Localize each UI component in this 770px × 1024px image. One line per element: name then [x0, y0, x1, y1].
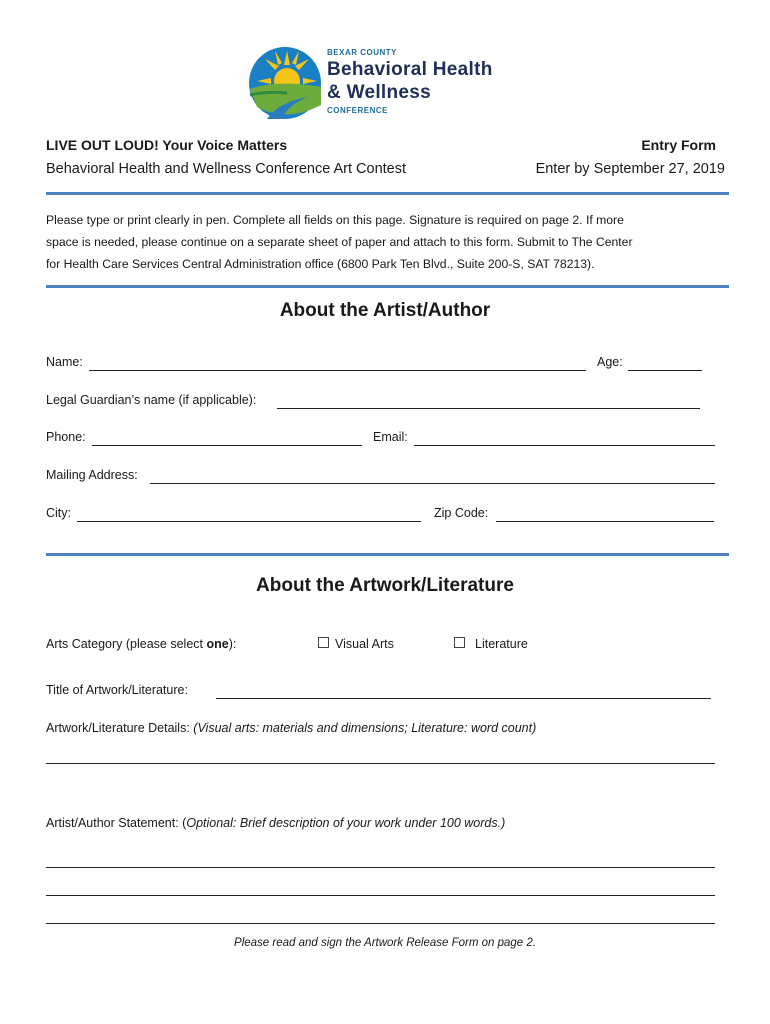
contest-subtitle: Behavioral Health and Wellness Conference Art Contest — [46, 161, 407, 177]
statement-field-line-3[interactable] — [46, 923, 715, 924]
city-field[interactable] — [77, 521, 421, 522]
details-label — [46, 721, 536, 735]
category-label-end: ): — [228, 637, 237, 651]
instructions-line-2: space is needed, please continue on a separate sheet of paper and attach to this form. Submit to The Center — [46, 235, 633, 249]
name-label: Name: — [46, 355, 83, 369]
guardian-label: Legal Guardian’s name (if applicable): — [46, 393, 257, 407]
instructions-line-3: for Health Care Services Central Administration office (6800 Park Ten Blvd., Suite 200-S, SAT 78213). — [46, 257, 595, 271]
literature-option[interactable] — [454, 637, 528, 651]
statement-label-text: Artist/Author Statement: ( — [46, 816, 187, 830]
category-label-emphasis: one — [206, 637, 229, 651]
logo-conference: CONFERENCE — [327, 106, 389, 115]
artist-section-title: About the Artist/Author — [279, 300, 491, 321]
email-field[interactable] — [414, 445, 715, 446]
artist-divider — [46, 553, 729, 556]
zip-label: Zip Code: — [434, 506, 489, 520]
literature-checkbox[interactable] — [454, 637, 465, 648]
name-field[interactable] — [89, 370, 586, 371]
contest-title: LIVE OUT LOUD! Your Voice Matters — [46, 137, 288, 153]
address-label: Mailing Address: — [46, 468, 138, 482]
details-field[interactable] — [46, 763, 715, 764]
entry-form-title: Entry Form — [641, 137, 716, 153]
statement-label — [46, 816, 505, 830]
phone-field[interactable] — [92, 445, 362, 446]
instructions-line-1: Please type or print clearly in pen. Complete all fields on this page. Signature is required on page 2. If more — [46, 213, 624, 227]
visual-arts-option[interactable] — [318, 637, 394, 651]
age-label: Age: — [597, 355, 623, 369]
logo-county: BEXAR COUNTY — [327, 48, 398, 57]
instructions — [46, 209, 736, 275]
statement-field-line-1[interactable] — [46, 867, 715, 868]
phone-label: Phone: — [46, 430, 86, 444]
logo-title-line2: & Wellness — [327, 82, 432, 103]
statement-field-line-2[interactable] — [46, 895, 715, 896]
zip-field[interactable] — [496, 521, 714, 522]
address-field[interactable] — [150, 483, 715, 484]
logo-title-line1: Behavioral Health — [327, 59, 493, 80]
entry-deadline: Enter by September 27, 2019 — [535, 161, 725, 177]
visual-arts-label: Visual Arts — [335, 637, 394, 651]
intro-divider — [46, 285, 729, 288]
sunrise-logo-icon — [247, 45, 323, 121]
guardian-field[interactable] — [277, 408, 700, 409]
details-label-text: Artwork/Literature Details: — [46, 721, 194, 735]
email-label: Email: — [373, 430, 408, 444]
category-label — [46, 637, 236, 651]
header-divider — [46, 192, 729, 195]
artwork-title-field[interactable] — [216, 698, 711, 699]
conference-logo — [247, 45, 527, 120]
footer-note: Please read and sign the Artwork Release Form on page 2. — [234, 937, 536, 949]
literature-label: Literature — [475, 637, 528, 651]
category-label-text: Arts Category (please select — [46, 637, 207, 651]
artwork-title-label: Title of Artwork/Literature: — [46, 683, 188, 697]
visual-arts-checkbox[interactable] — [318, 637, 329, 648]
details-hint: (Visual arts: materials and dimensions; Literature: word count) — [193, 721, 537, 735]
statement-hint: Optional: Brief description of your work under 100 words.) — [186, 816, 506, 830]
artwork-section-title: About the Artwork/Literature — [256, 575, 514, 596]
city-label: City: — [46, 506, 71, 520]
age-field[interactable] — [628, 370, 702, 371]
